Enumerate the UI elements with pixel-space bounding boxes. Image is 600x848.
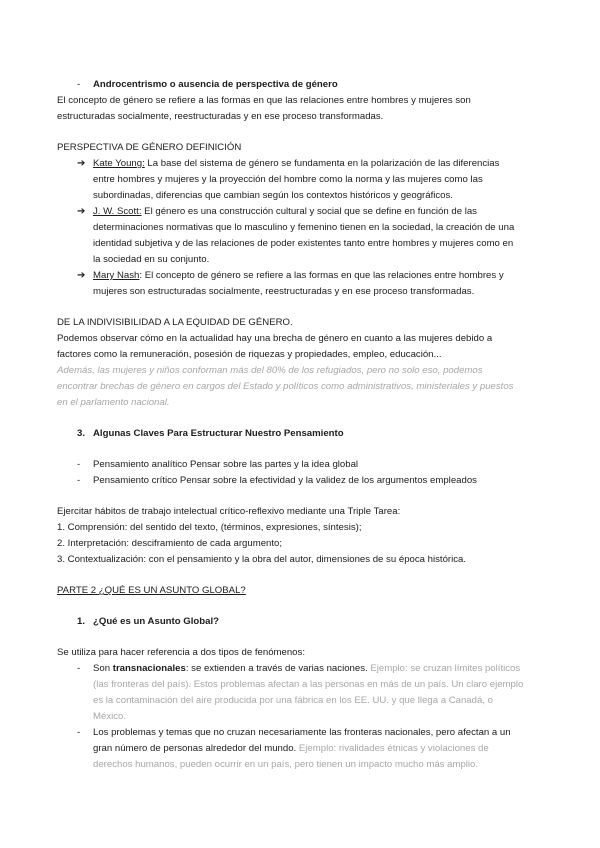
paragraph-line: Se utiliza para hacer referencia a dos tipos de fenómenos: [57,647,305,658]
definition-line: la sociedad en su conjunto. [93,254,210,265]
list-item: Son transnacionales: se extienden a través de varias naciones. Ejemplo: se cruzan límites políticos [93,663,521,674]
definition-line: identidad subjetiva y de las relaciones de poder existentes tanto entre hombres y mujeres como en [93,238,514,249]
section-heading: Androcentrismo o ausencia de perspectiva de género [93,79,338,90]
paragraph-line: Podemos observar cómo en la actualidad hay una brecha de género en cuanto a las mujeres debido a [57,333,493,344]
note-line: Además, las mujeres y niños conforman más del 80% de los refugiados, pero no solo eso, podemos [57,365,483,376]
note-line: México. [93,711,127,722]
section-heading: Algunas Claves Para Estructurar Nuestro Pensamiento [93,428,344,439]
section-title: DE LA INDIVISIBILIDAD A LA EQUIDAD DE GÉNERO. [57,317,293,328]
definition-line: Mary Nash: El concepto de género se refiere a las formas en que las relaciones entre hombres y [93,270,504,281]
paragraph-line: 2. Interpretación: desciframiento de cada argumento; [57,538,283,549]
list-number: 1. [77,616,86,627]
definition-line: subordinadas, diferencias que cambian según los contextos históricos y geográficos. [93,190,453,201]
arrow-bullet-icon: ➔ [77,270,86,281]
arrow-bullet-icon: ➔ [77,158,86,169]
list-number: 3. [77,428,86,439]
bullet-dash: - [77,663,81,674]
paragraph-line: estructuradas socialmente, reestructuradas y en ese proceso transformadas. [57,111,384,122]
paragraph-line: factores como la remuneración, posesión de riquezas y propiedades, empleo, educación... [57,349,442,360]
part-title: PARTE 2 ¿QUÉ ES UN ASUNTO GLOBAL? [57,585,246,596]
definition-line: mujeres son estructuradas socialmente, reestructuradas y en ese proceso transformadas. [93,286,475,297]
author-name: J. W. Scott: [93,206,142,217]
note-line: en el parlamento nacional. [57,397,170,408]
paragraph-line: Ejercitar hábitos de trabajo intelectual crítico-reflexivo mediante una Triple Tarea: [57,506,401,517]
definition-line: J. W. Scott: El género es una construcción cultural y social que se define en función de las [93,206,477,217]
paragraph-line: El concepto de género se refiere a las formas en que las relaciones entre hombres y mujeres son [57,95,471,106]
note-line: (las fronteras del país). Estos problemas afectan a las personas en más de un país. Un claro ejemplo [93,679,524,690]
note-line: derechos humanos, pueden ocurrir en un país, pero tienen un impacto mucho más amplio. [93,759,479,770]
paragraph-line: 3. Contextualización: con el pensamiento y la obra del autor, dimensiones de su época histórica. [57,554,467,565]
bullet-dash: - [77,727,81,738]
paragraph-line: 1. Comprensión: del sentido del texto, (términos, expresiones, síntesis); [57,522,362,533]
list-item: Los problemas y temas que no cruzan necesariamente las fronteras nacionales, pero afectan a un [93,727,511,738]
note-line: encontrar brechas de género en cargos del Estado y políticos como administrativos, ministeriales y puestos [57,381,514,392]
definition-line: Kate Young: La base del sistema de género se fundamenta en la polarización de las diferencias [93,158,500,169]
definition-line: entre hombres y mujeres y la proyección del hombre como la norma y las mujeres como las [93,174,483,185]
definition-line: determinaciones normativas que lo masculino y femenino tienen en la sociedad, la creación de una [93,222,515,233]
list-item: gran número de personas alrededor del mundo. Ejemplo: rivalidades étnicas y violaciones de [93,743,489,754]
list-item: Pensamiento analítico Pensar sobre las partes y la idea global [93,459,359,470]
bullet-dash: - [77,79,81,90]
bullet-dash: - [77,459,81,470]
section-title: PERSPECTIVA DE GÉNERO DEFINICIÓN [57,142,242,153]
bullet-dash: - [77,475,81,486]
arrow-bullet-icon: ➔ [77,206,86,217]
author-name: Mary Nash [93,270,140,281]
note-line: es la contaminación del aire producida por una fábrica en los EE. UU. y que llega a Canadá, o [93,695,493,706]
section-heading: ¿Qué es un Asunto Global? [93,616,219,627]
list-item: Pensamiento crítico Pensar sobre la efectividad y la validez de los argumentos empleados [93,475,477,486]
author-name: Kate Young: [93,158,145,169]
